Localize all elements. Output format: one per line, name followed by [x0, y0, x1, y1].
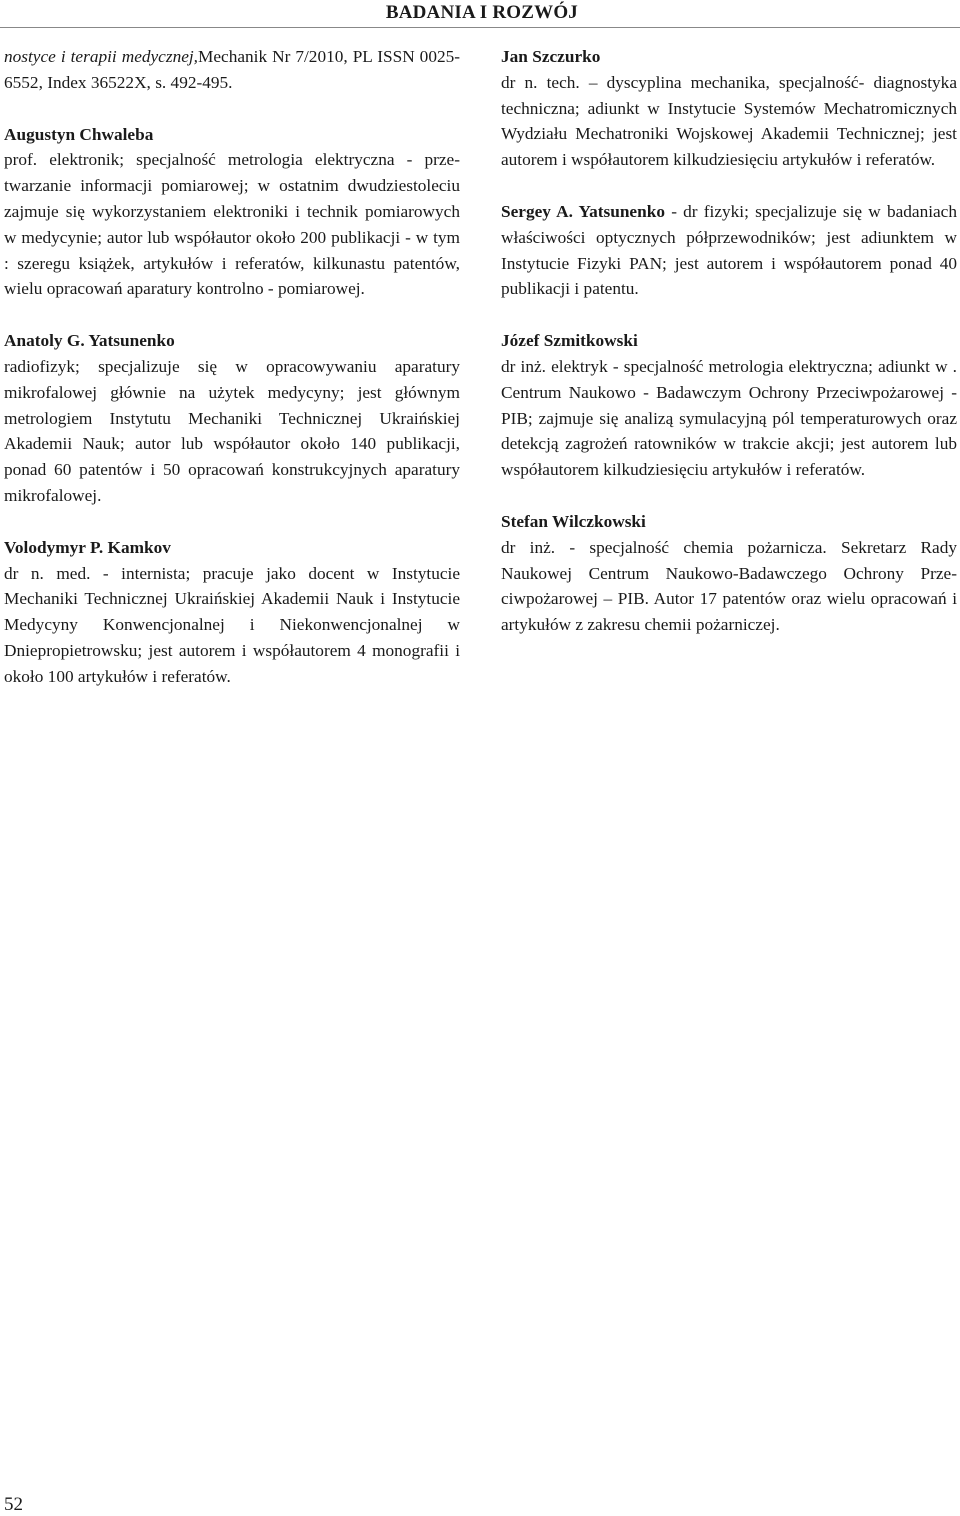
section-header: BADANIA I ROZWÓJ [385, 2, 578, 23]
bio-text: - dr fizyki; specjalizuje się w badaniach właściwości optycznych półprzewodników; jest adiunktem w Instytucie Fizyki PAN; jest autorem i współautorem ponad 40 publikacji i patentu. [501, 201, 957, 299]
bio-name: Jan Szczurko [501, 47, 601, 66]
bio-text: dr n. med. - internista; pracuje jako docent w Instytucie Mechaniki Technicznej Ukraińskiej Akademii Nauk i Instytucie Medycyny Konwencjonalnej i Niekonwencjonalnej w Dniepropietrowsku; jest autorem i współautorem 4 monografii i około 100 artykułów i referatów. [4, 563, 460, 686]
bio-text: dr n. tech. – dyscyplina mechanika, specjalność- diagnostyka techniczna; adiunkt w Instytucie Systemów Mechatromicznych Wydziału Mechatroniki Wojskowej Akademii Technicznej; jest autorem i współautorem kilkudziesięciu artykułów i referatów. [501, 72, 957, 170]
left-column [4, 44, 460, 716]
bio-szmitkowski [501, 328, 957, 483]
bio-kamkov [4, 535, 460, 690]
bio-text: dr inż. - specjalność chemia pożarnicza. Sekretarz Rady Naukowej Centrum Naukowo-Badawczego Ochrony Przeciwpożarowej – PIB. Autor 17 patentów oraz wielu opracowań i artykułów z zakresu chemii pożarniczej. [501, 537, 957, 635]
reference-rest: Mechanik Nr 7/2010, PL ISSN 0025-6552, Index 36522X, s. 492-495. [4, 47, 461, 92]
bio-name: Anatoly G. Yatsunenko [4, 331, 175, 351]
bio-chwaleba [4, 122, 460, 303]
reference-continuation [4, 44, 460, 96]
right-column [501, 44, 957, 664]
bio-sergey-yatsunenko [501, 199, 957, 302]
bio-wilczkowski [501, 509, 957, 638]
bio-name: Stefan Wilczkowski [501, 511, 646, 531]
reference-italic: nostyce i terapii medycznej, [4, 47, 199, 66]
bio-text: radiofizyk; specjalizuje się w opracowywaniu aparatury mikrofalowej głównie na użytek medycyny; jest głównym metrologiem Instytutu Mechaniki Technicznej Ukraińskiej Akademii Nauk; autor lub współautor około 140 publikacji, ponad 60 patentów i 50 opracowań konstrukcyjnych aparatury mikrofalowej. [4, 356, 460, 505]
bio-inline [501, 199, 957, 302]
bio-name: Sergey A. Yatsunenko [501, 201, 665, 221]
page-number: 52 [4, 1494, 23, 1515]
bio-anatoly-yatsunenko [4, 328, 460, 509]
bio-text: dr inż. elektryk - specjalność metrologia elektryczna; adiunkt w . Centrum Naukowo - Badawczym Ochrony Przeciwpożarowej - PIB; zajmuje się analizą symulacyjną pól temperaturowych oraz detekcją zagrożeń ratowników w trakcie akcji; jest autorem lub współautorem kilkudziesięciu artykułów i referatów. [501, 356, 957, 480]
bio-szczurko [501, 44, 957, 173]
bio-name: Augustyn Chwaleba [4, 124, 154, 144]
bio-name: Józef Szmitkowski [501, 331, 638, 351]
bio-text: prof. elektronik; specjalność metrologia elektryczna - przetwarzanie informacji pomiarowej; w ostatnim dwudziestoleciu zajmuje się wykorzystaniem elektroniki i technik pomiarowych w medycynie; autor lub współautor około 200 publikacji - w tym : szeregu książek, artykułów i referatów, kilkunastu patentów, wielu opracowań aparatury kontrolno - pomiarowej. [4, 150, 460, 299]
bio-name: Volodymyr P. Kamkov [4, 537, 171, 557]
header-rule [0, 27, 960, 28]
